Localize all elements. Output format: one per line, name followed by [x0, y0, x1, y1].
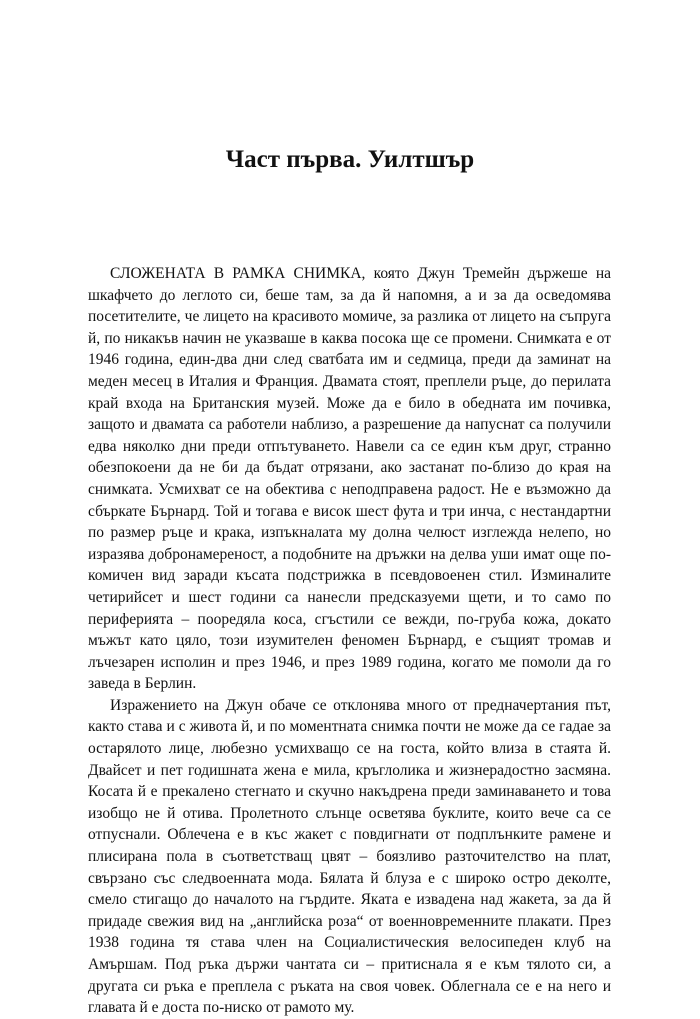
chapter-title: Част първа. Уилтшър: [225, 146, 475, 173]
paragraph: СЛОЖЕНАТА В РАМКА СНИМКА, която Джун Тремейн държеше на шкафчето до леглото си, беше там, за да й напомня, а и за да осведомява посетителите, че лицето на красивото момиче, за разлика от лицето на съпруга й, по никакъв начин не указваше в каква посока ще се промени. Снимката е от 1946 година, един-два дни след сватбата им и седмица, преди да заминат на меден месец в Италия и Франция. Двамата стоят, преплели ръце, до перилата край входа на Британския музей. Може да е било в обедната им почивка, защото и двамата са работели наблизо, а разрешение да напуснат са получили едва няколко дни преди отпътуването. Навели са се един към друг, странно обезпокоени да не би да бъдат отрязани, ако застанат по-близо до края на снимката. Усмихват се на обектива с неподправена радост. Не е възможно да сбъркате Бърнард. Той и тогава е висок шест фута и три инча, с нестандартни по размер ръце и крака, изпъкналата му долна челюст изглежда нелепо, но изразява добронамереност, а подобните на дръжки на делва уши имат още по-комичен вид заради късата подстрижка в псевдовоенен стил. Изминалите четирийсет и шест години са нанесли предсказуеми щети, и то само по периферията – пооредяла коса, сгъстили се вежди, по-груба кожа, докато мъжът като цяло, този изумителен феномен Бърнард, е същият тромав и лъчезарен исполин и през 1946, и през 1989 година, когато ме помоли да го заведа в Берлин.: [88, 265, 611, 693]
paragraph: Изражението на Джун обаче се отклонява много от предначертания път, както става и с живота й, и по моментната снимка почти не може да се гадае за остарялото лице, любезно усмихващо се на госта, който влиза в стаята й. Двайсет и пет годишната жена е мила, кръглолика и жизнерадостно засмяна. Косата й е прекалено стегнато и скучно накъдрена преди заминаването и това изобщо не й отива. Пролетното слънце осветява буклите, които вече са се отпуснали. Облечена е в къс жакет с повдигнати от подплънките рамене и плисирана пола в съответстващ цвят – боязливо разточителство на плат, свързано със следвоенната мода. Бялата й блуза е с широко остро деколте, смело стигащо до началото на гърдите. Яката е извадена над жакета, за да й придаде свежия вид на „английска роза“ от военновременните плакати. През 1938 година тя става член на Социалистическия велосипеден клуб на Амършам. Под ръка държи чантата си – притиснала я е към тялото си, а другата си ръка е преплела с ръката на своя човек. Облегнала се е на него и главата й е доста по-ниско от рамото му.: [88, 696, 611, 1017]
chapter-body: [88, 263, 611, 1019]
